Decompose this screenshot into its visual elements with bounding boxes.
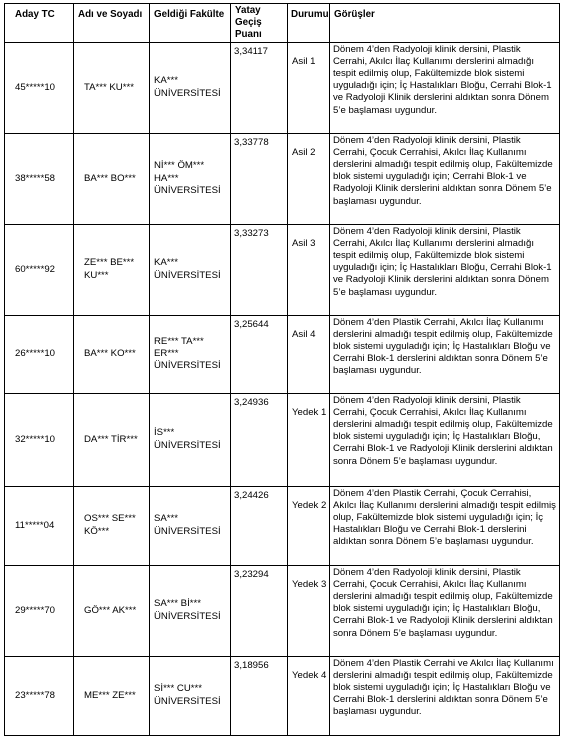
- row-tc: 45*****10: [5, 42, 74, 133]
- row-name: OS*** SE*** KÖ***: [74, 486, 150, 565]
- header-score: [231, 4, 288, 43]
- row-views: Dönem 4’den Plastik Cerrahi, Akılcı İlaç Kullanımı derslerini almadığı tespit edilmiş olup, Fakültemizde blok sistemi uyguladığı için; İç Hastalıkları Bloğu ve Cerrahi Blok-1 derslerini aldıktan sonra Dönem 5’e başlaması uygundur.: [330, 315, 560, 393]
- table-row: [5, 42, 560, 133]
- row-faculty: SA*** Bİ*** ÜNİVERSİTESİ: [150, 565, 231, 656]
- row-faculty: İS*** ÜNİVERSİTESİ: [150, 393, 231, 486]
- row-score: 3,23294: [231, 565, 288, 656]
- row-tc: 60*****92: [5, 224, 74, 315]
- row-status: Asil 4: [288, 315, 330, 393]
- row-name: TA*** KU***: [74, 42, 150, 133]
- row-score: 3,24426: [231, 486, 288, 565]
- table-row: [5, 656, 560, 735]
- row-faculty: Nİ*** ÖM*** HA*** ÜNİVERSİTESİ: [150, 133, 231, 224]
- header-faculty: Geldiği Fakülte: [150, 4, 231, 43]
- row-tc: 23*****78: [5, 656, 74, 735]
- row-views: Dönem 4’den Radyoloji klinik dersini, Plastik Cerrahi, Çocuk Cerrahisi, Akılcı İlaç Kullanımı derslerini almadığı tespit edilmiş olup, Fakültemizde blok sistemi uyguladığı için; İç Hastalıkları Bloğu, Cerrahi Blok-1 ve Radyoloji Klinik derslerini aldıktan sonra Dönem 5’e başlaması uygundur.: [330, 393, 560, 486]
- row-views: Dönem 4’den Radyoloji klinik dersini, Plastik Cerrahi, Akılcı İlaç Kullanımı derslerini almadığı tespit edilmiş olup, Fakültemizde blok sistemi uyguladığı için; İç Hastalıkları Bloğu, Cerrahi Blok-1 ve Radyoloji Klinik derslerini aldıktan sonra Dönem 5’e başlaması uygundur.: [330, 224, 560, 315]
- row-name: ZE*** BE*** KU***: [74, 224, 150, 315]
- row-faculty: KA*** ÜNİVERSİTESİ: [150, 42, 231, 133]
- header-tc: Aday TC: [5, 4, 74, 43]
- row-status: Yedek 4: [288, 656, 330, 735]
- row-name: BA*** BO***: [74, 133, 150, 224]
- row-faculty: RE*** TA*** ER*** ÜNİVERSİTESİ: [150, 315, 231, 393]
- row-tc: 38*****58: [5, 133, 74, 224]
- row-score: 3,18956: [231, 656, 288, 735]
- row-faculty: Sİ*** CU*** ÜNİVERSİTESİ: [150, 656, 231, 735]
- table-header-row: [5, 4, 560, 43]
- row-views: Dönem 4’den Radyoloji klinik dersini, Plastik Cerrahi, Akılcı İlaç Kullanımı derslerini almadığı tespit edilmiş olup, Fakültemizde blok sistemi uyguladığı için; İç Hastalıkları Bloğu, Cerrahi Blok-1 ve Radyoloji Klinik derslerini aldıktan sonra Dönem 5’e başlaması uygundur.: [330, 42, 560, 133]
- row-name: DA*** TİR***: [74, 393, 150, 486]
- table-row: [5, 565, 560, 656]
- row-tc: 29*****70: [5, 565, 74, 656]
- table-row: [5, 486, 560, 565]
- header-status: Durumu: [288, 4, 330, 43]
- transfer-results-document: [4, 3, 560, 736]
- row-score: 3,33273: [231, 224, 288, 315]
- header-views: Görüşler: [330, 4, 560, 43]
- row-views: Dönem 4’den Radyoloji klinik dersini, Plastik Cerrahi, Çocuk Cerrahisi, Akılcı İlaç Kullanımı derslerini almadığı tespit edilmiş olup, Fakültemizde blok sistemi uyguladığı için; İç Hastalıkları Bloğu, Cerrahi Blok-1 ve Radyoloji Klinik derslerini aldıktan sonra Dönem 5’e başlaması uygundur.: [330, 565, 560, 656]
- row-name: GÖ*** AK***: [74, 565, 150, 656]
- row-status: Yedek 1: [288, 393, 330, 486]
- transfer-results-table: [4, 3, 560, 736]
- row-name: BA*** KO***: [74, 315, 150, 393]
- row-status: Yedek 3: [288, 565, 330, 656]
- row-faculty: SA*** ÜNİVERSİTESİ: [150, 486, 231, 565]
- table-row: [5, 393, 560, 486]
- row-tc: 11*****04: [5, 486, 74, 565]
- row-score: 3,34117: [231, 42, 288, 133]
- row-views: Dönem 4’den Plastik Cerrahi ve Akılcı İlaç Kullanımı derslerini almadığı tespit edilmiş olup, Fakültemizde blok sistemi uyguladığı için; İç Hastalıkları Bloğu ve Cerrahi Blok-1 derslerini aldıktan sonra Dönem 5’e başlaması uygundur.: [330, 656, 560, 735]
- header-name: Adı ve Soyadı: [74, 4, 150, 43]
- row-tc: 26*****10: [5, 315, 74, 393]
- row-status: Yedek 2: [288, 486, 330, 565]
- header-score-line1: Yatay Geçiş: [235, 5, 262, 29]
- header-score-line2: Puanı: [235, 29, 262, 41]
- row-faculty: KA*** ÜNİVERSİTESİ: [150, 224, 231, 315]
- row-score: 3,33778: [231, 133, 288, 224]
- row-views: Dönem 4’den Radyoloji klinik dersini, Plastik Cerrahi, Çocuk Cerrahisi, Akılcı İlaç Kullanımı derslerini almadığı tespit edilmiş olup, Fakültemizde blok sistemi uyguladığı için; Cerrahi Blok-1 ve Radyoloji Klinik derslerini aldıktan sonra Dönem 5’e başlaması uygundur.: [330, 133, 560, 224]
- row-tc: 32*****10: [5, 393, 74, 486]
- row-status: Asil 3: [288, 224, 330, 315]
- table-row: [5, 133, 560, 224]
- row-status: Asil 2: [288, 133, 330, 224]
- row-name: ME*** ZE***: [74, 656, 150, 735]
- row-score: 3,24936: [231, 393, 288, 486]
- row-views: Dönem 4’den Plastik Cerrahi, Çocuk Cerrahisi, Akılcı İlaç Kullanımı derslerini almadığı tespit edilmiş olup, Fakültemizde blok sistemi uyguladığı için; İç Hastalıkları Bloğu ve Cerrahi Blok-1 derslerini aldıktan sonra Dönem 5’e başlaması uygundur.: [330, 486, 560, 565]
- table-row: [5, 315, 560, 393]
- row-status: Asil 1: [288, 42, 330, 133]
- table-row: [5, 224, 560, 315]
- row-score: 3,25644: [231, 315, 288, 393]
